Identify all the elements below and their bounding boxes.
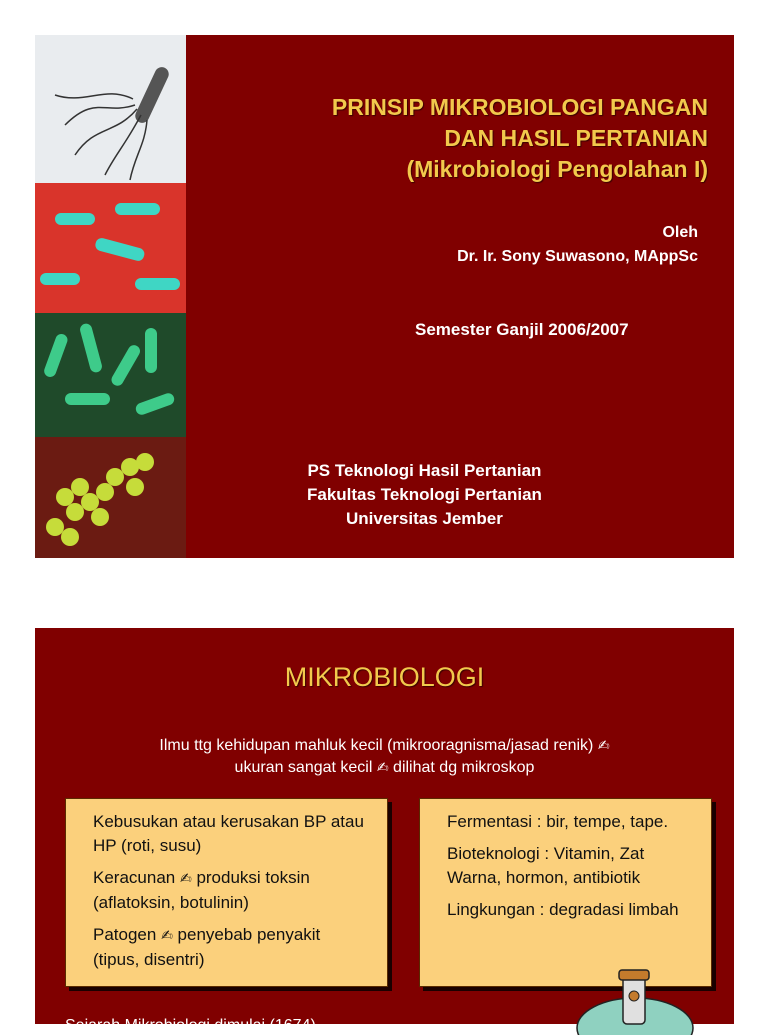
list-item: Fermentasi : bir, tempe, tape. (447, 812, 669, 831)
title-slide (35, 35, 734, 558)
writing-hand-icon: ✍ (179, 871, 192, 887)
list-item: Lingkungan : degradasi limbah (447, 900, 679, 919)
presentation-title (332, 92, 708, 185)
history-text: Sejarah Mikrobiologi dimulai (1674) (65, 1017, 316, 1034)
title-line-3: (Mikrobiologi Pengolahan I) (406, 156, 708, 182)
author-block (457, 221, 698, 269)
mikrobiologi-slide (35, 628, 734, 1034)
rod-bacteria-green-image (35, 313, 186, 437)
flagellated-bacterium-image (35, 35, 186, 183)
list-item: Kebusukan atau kerusakan BP atau HP (roti, susu) (93, 812, 364, 855)
writing-hand-icon: ✍ (376, 760, 389, 776)
rod-bacteria-red-image (35, 183, 186, 313)
list-item: Patogen ✍ penyebab penyakit (tipus, disentri) (93, 925, 335, 969)
title-line-2: DAN HASIL PERTANIAN (444, 125, 708, 151)
institution-line-1: PS Teknologi Hasil Pertanian (307, 461, 542, 480)
author-name: Dr. Ir. Sony Suwasono, MAppSc (457, 248, 698, 265)
definition-text (35, 735, 734, 779)
institution-line-2: Fakultas Teknologi Pertanian (307, 485, 542, 504)
semester-label: Semester Ganjil 2006/2007 (415, 320, 629, 339)
cocci-cluster-image (35, 437, 186, 558)
institution-block (307, 459, 542, 531)
negative-effects-box (65, 798, 388, 987)
list-item: Keracunan ✍ produksi toksin (aflatoksin, botulinin) (93, 868, 310, 912)
list-item: Bioteknologi : Vitamin, Zat Warna, hormon, antibiotik (447, 844, 645, 887)
writing-hand-icon: ✍ (597, 738, 610, 754)
writing-hand-icon: ✍ (161, 928, 173, 944)
definition-line-2a: ukuran sangat kecil (234, 759, 373, 776)
microbe-image-strip (35, 35, 186, 558)
definition-line-1: Ilmu ttg kehidupan mahluk kecil (mikrooragnisma/jasad renik) (159, 737, 594, 754)
by-label: Oleh (662, 224, 698, 241)
slide-title: MIKROBIOLOGI (284, 662, 485, 692)
institution-line-3: Universitas Jember (346, 509, 503, 528)
title-line-1: PRINSIP MIKROBIOLOGI PANGAN (331, 94, 708, 120)
positive-uses-box (419, 798, 712, 987)
definition-line-2b: dilihat dg mikroskop (393, 759, 535, 776)
microscope-clipart-icon (575, 966, 695, 1026)
